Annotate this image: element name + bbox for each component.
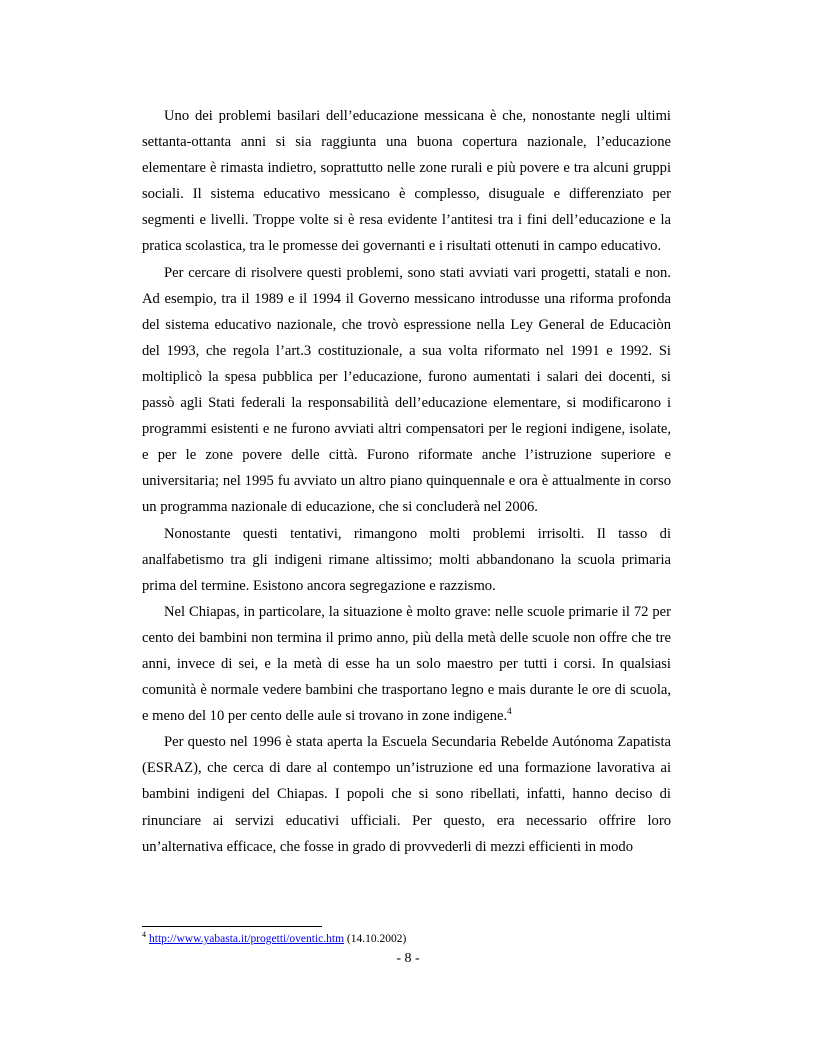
paragraph-2: Per cercare di risolvere questi problemi, sono stati avviati vari progetti, statali e non. Ad esempio, tra il 1989 e il 1994 il Governo messicano introdusse una riforma profonda del sistema educativo nazionale, che trovò espressione nella Ley General de Educaciòn del 1993, che regola l’art.3 costituzionale, a sua volta riformato nel 1991 e 1992. Si moltiplicò la spesa pubblica per l’educazione, furono aumentati i salari dei docenti, si passò agli Stati federali la responsabilità dell’educazione elementare, si modificarono i programmi esistenti e ne furono avviati altri compensatori per le regioni indigene, isolate, e per le zone povere delle città. Furono riformate anche l’istruzione superiore e universitaria; nel 1995 fu avviato un altro piano quinquennale e ora è attualmente in corso un programma nazionale di educazione, che si concluderà nel 2006. [142, 264, 671, 516]
body-text [142, 103, 671, 860]
paragraph-4-text: Nel Chiapas, in particolare, la situazione è molto grave: nelle scuole primarie il 72 per cento dei bambini non termina il primo anno, più della metà delle scuole non offre che tre anni, invece di sei, e la metà di esse ha un solo maestro per tutti i corsi. In qualsiasi comunità è normale vedere bambini che trasportano legno e mais durante le ore di scuola, e meno del 10 per cento delle aule si trovano in zone indigene. [142, 603, 671, 725]
paragraph-3: Nonostante questi tentativi, rimangono molti problemi irrisolti. Il tasso di analfabetismo tra gli indigeni rimane altissimo; molti abbandonano la scuola primaria prima del termine. Esistono ancora segregazione e razzismo. [142, 525, 671, 594]
paragraph-4 [142, 599, 671, 729]
footnote-number: 4 [142, 930, 146, 940]
footnote-link[interactable]: http://www.yabasta.it/progetti/oventic.htm [149, 933, 345, 945]
paragraph-1: Uno dei problemi basilari dell’educazione messicana è che, nonostante negli ultimi settanta-ottanta anni si sia raggiunta una buona copertura nazionale, l’educazione elementare è rimasta indietro, soprattutto nelle zone rurali e più povere e tra alcuni gruppi sociali. Il sistema educativo messicano è complesso, disuguale e differenziato per segmenti e livelli. Troppe volte si è resa evidente l’antitesi tra i fini dell’educazione e la pratica scolastica, tra le promesse dei governanti e i risultati ottenuti in campo educativo. [142, 108, 671, 255]
footnote-reference[interactable]: 4 [507, 706, 512, 717]
footnote-date: (14.10.2002) [346, 933, 407, 945]
footnote [142, 932, 671, 946]
page-number: - 8 - [396, 951, 420, 966]
paragraph-5: Per questo nel 1996 è stata aperta la Escuela Secundaria Rebelde Autónoma Zapatista (ESRAZ), che cerca di dare al contempo un’istruzione ed una formazione lavorativa ai bambini indigeni del Chiapas. I popoli che si sono ribellati, infatti, hanno deciso di rinunciare ai servizi educativi ufficiali. Per questo, era necessario offrire loro un’alternativa efficace, che fosse in grado di provvederli di mezzi efficienti in modo [142, 734, 671, 855]
footnote-separator [142, 926, 322, 927]
